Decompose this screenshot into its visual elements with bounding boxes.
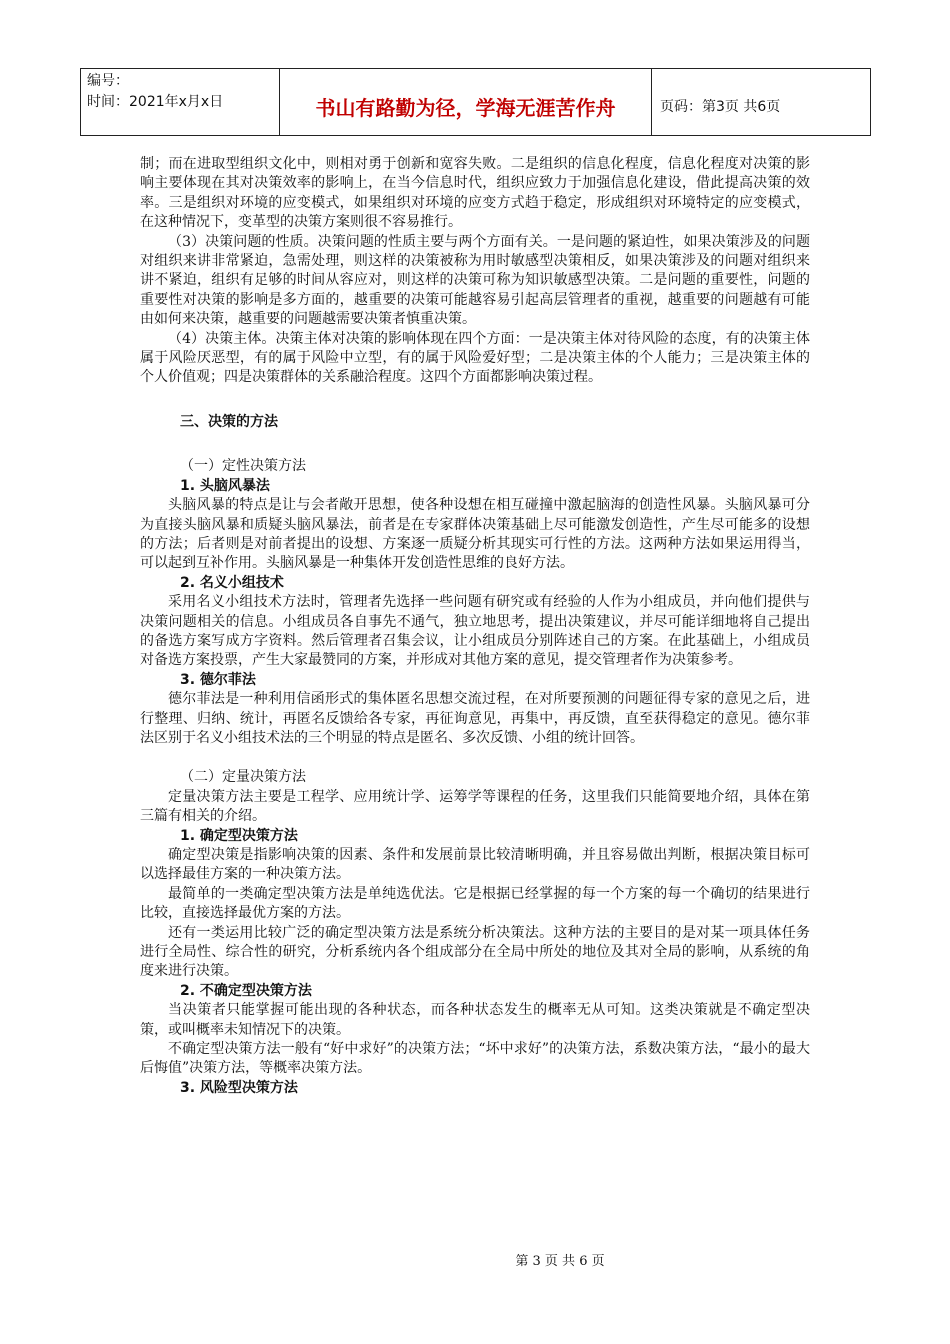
paragraph: （4）决策主体。决策主体对决策的影响体现在四个方面：一是决策主体对待风险的态度，有的决策主体属于风险厌恶型，有的属于风险中立型，有的属于风险爱好型；二是决策主体的个人能力；三是决策主体的个人价值观；四是决策群体的关系融洽程度。这四个方面都影响决策过程。 (140, 330, 810, 386)
page-footer: 第 3 页 共 6 页 (515, 1254, 605, 1269)
header-page-info: 页码：第3页 共6页 (660, 99, 781, 115)
paragraph: 还有一类运用比较广泛的确定型决策方法是系统分析决策法。这种方法的主要目的是对某一项具体任务进行全局性、综合性的研究，分析系统内各个组成部分在全局中所处的地位及其对全局的影响，从系统的角度来进行决策。 (140, 924, 810, 980)
method-heading: 3. 风险型决策方法 (180, 1079, 298, 1096)
paragraph: 当决策者只能掌握可能出现的各种状态，而各种状态发生的概率无从可知。这类决策就是不确定型决策，或叫概率未知情况下的决策。 (140, 1002, 810, 1038)
paragraph: 确定型决策是指影响决策的因素、条件和发展前景比较清晰明确，并且容易做出判断，根据决策目标可以选择最佳方案的一种决策方法。 (140, 847, 810, 883)
number-label: 编号： (87, 73, 129, 89)
subsection-heading: （二）定量决策方法 (180, 769, 306, 786)
header-meta (81, 69, 280, 135)
paragraph: 不确定型决策方法一般有“好中求好”的决策方法；“坏中求好”的决策方法，系数决策方法，“最小的最大后悔值”决策方法，等概率决策方法。 (140, 1041, 810, 1077)
paragraph: 制；而在进取型组织文化中，则相对勇于创新和宽容失败。二是组织的信息化程度，信息化程度对决策的影响主要体现在其对决策效率的影响上，在当今信息时代，组织应致力于加强信息化建设，借此提高决策的效率。三是组织对环境的应变模式，如果组织对环境的应变方式趋于稳定，形成组织对环境特定的应变模式，在这种情况下，变革型的决策方案则很不容易推行。 (140, 156, 810, 231)
time-label: 时间：2021年x月x日 (87, 94, 224, 110)
paragraph: 德尔菲法是一种利用信函形式的集体匿名思想交流过程，在对所要预测的问题征得专家的意见之后，进行整理、归纳、统计，再匿名反馈给各专家，再征询意见，再集中，再反馈，直至获得稳定的意见。德尔菲法区别于名义小组技术法的三个明显的特点是匿名、多次反馈、小组的统计回答。 (140, 691, 810, 746)
method-heading: 2. 不确定型决策方法 (180, 982, 312, 999)
document-body (140, 155, 810, 1098)
paragraph: 最简单的一类确定型决策方法是单纯选优法。它是根据已经掌握的每一个方案的每一个确切的结果进行比较，直接选择最优方案的方法。 (140, 885, 810, 922)
paragraph: （3）决策问题的性质。决策问题的性质主要与两个方面有关。一是问题的紧迫性，如果决策涉及的问题对组织来讲非常紧迫，急需处理，则这样的决策被称为用时敏感型决策相反，如果决策涉及的问题对组织来讲不紧迫，组织有足够的时间从容应对，则这样的决策可称为知识敏感型决策。二是问题的重要性，问题的重要性对决策的影响是多方面的，越重要的决策可能越容易引起高层管理者的重视，越重要的问题越有可能由如何来决策，越重要的问题越需要决策者慎重决策。 (140, 233, 810, 328)
method-heading: 1. 头脑风暴法 (180, 477, 270, 494)
paragraph: 定量决策方法主要是工程学、应用统计学、运筹学等课程的任务，这里我们只能简要地介绍，具体在第三篇有相关的介绍。 (140, 788, 810, 825)
subsection-heading: （一）定性决策方法 (180, 458, 306, 475)
method-heading: 2. 名义小组技术 (180, 574, 284, 591)
paragraph: 头脑风暴的特点是让与会者敞开思想，使各种设想在相互碰撞中激起脑海的创造性风暴。头脑风暴可分为直接头脑风暴和质疑头脑风暴法，前者是在专家群体决策基础上尽可能激发创造性，产生尽可能多的设想的方法；后者则是对前者提出的设想、方案逐一质疑分析其现实可行性的方法。这两种方法如果运用得当，可以起到互补作用。头脑风暴是一种集体开发创造性思维的良好方法。 (140, 497, 810, 572)
method-heading: 1. 确定型决策方法 (180, 827, 298, 844)
method-heading: 3. 德尔菲法 (180, 671, 256, 688)
header-motto: 书山有路勤为径，学海无涯苦作舟 (280, 69, 652, 135)
section-heading: 三、决策的方法 (180, 413, 278, 430)
page-header (80, 68, 871, 136)
paragraph: 采用名义小组技术方法时，管理者先选择一些问题有研究或有经验的人作为小组成员，并向他们提供与决策问题相关的信息。小组成员各自事先不通气，独立地思考，提出决策建议，并尽可能详细地将自己提出的备选方案写成方字资料。然后管理者召集会议，让小组成员分别阵述自己的方案。在此基础上，小组成员对备选方案投票，产生大家最赞同的方案，并形成对其他方案的意见，提交管理者作为决策参考。 (140, 594, 810, 669)
